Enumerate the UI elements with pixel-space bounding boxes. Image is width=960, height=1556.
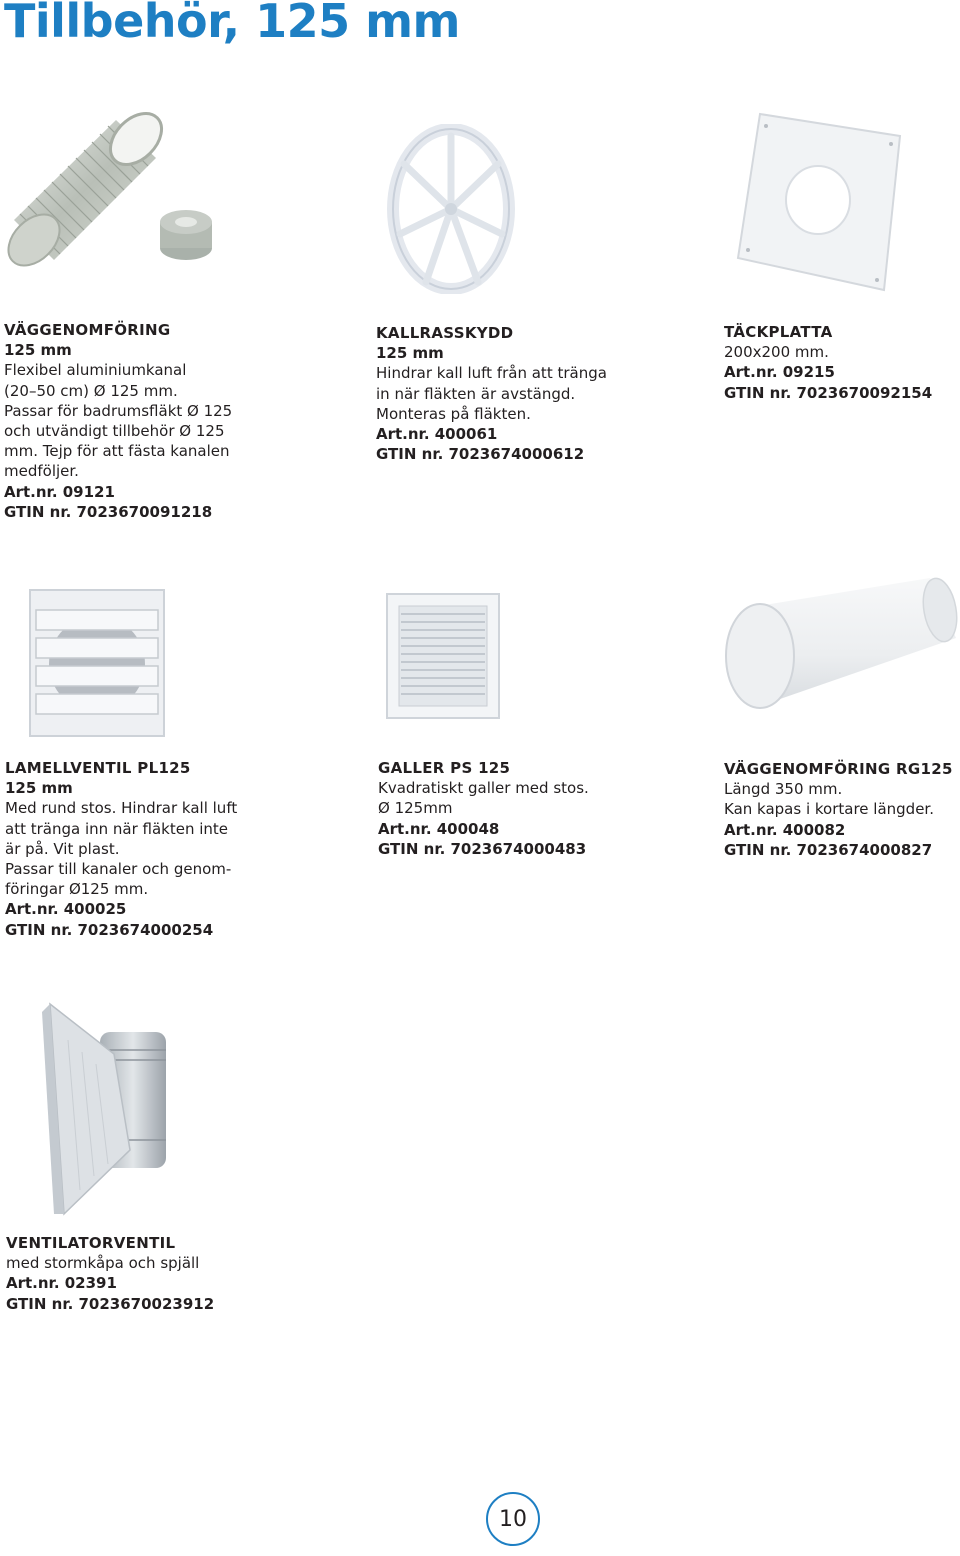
product-name: LAMELLVENTIL PL125 <box>5 759 191 777</box>
product-desc-line: Flexibel aluminiumkanal <box>4 361 187 380</box>
page-number-label: 10 <box>499 1506 527 1532</box>
flexible-duct-icon <box>6 110 220 290</box>
product-gtin: GTIN nr. 7023670023912 <box>6 1294 215 1313</box>
product-desc-line: medföljer. <box>4 462 79 481</box>
product-desc-line: föringar Ø125 mm. <box>5 880 149 899</box>
product-desc-line: Kan kapas i kortare längder. <box>724 800 934 819</box>
storm-hood-vent-icon <box>34 1000 174 1220</box>
product-art-nr: Art.nr. 400025 <box>5 900 127 919</box>
product-vaggenomforing <box>4 320 254 522</box>
product-gtin: GTIN nr. 7023674000612 <box>376 445 585 464</box>
product-gtin: GTIN nr. 7023670091218 <box>4 502 213 521</box>
product-desc-line: in när fläkten är avstängd. <box>376 384 576 403</box>
page-title: Tillbehör, 125 mm <box>4 0 460 48</box>
product-desc-line: med stormkåpa och spjäll <box>6 1254 200 1273</box>
product-desc-line: är på. Vit plast. <box>5 839 120 858</box>
product-art-nr: Art.nr. 400048 <box>378 819 500 838</box>
product-desc-line: och utvändigt tillbehör Ø 125 <box>4 422 225 441</box>
cover-plate-icon <box>734 112 904 292</box>
page-number <box>486 1492 540 1546</box>
product-gtin: GTIN nr. 7023674000254 <box>5 920 214 939</box>
product-desc-line: att tränga inn när fläkten inte <box>5 819 229 838</box>
product-name: GALLER PS 125 <box>378 759 511 777</box>
product-desc-line: Längd 350 mm. <box>724 780 843 799</box>
product-gtin: GTIN nr. 7023674000827 <box>724 840 933 859</box>
product-gtin: GTIN nr. 7023674000483 <box>378 839 587 858</box>
product-desc-line: Kvadratiskt galler med stos. <box>378 779 589 798</box>
product-ventilatorventil <box>6 1233 256 1314</box>
louvre-vent-icon <box>28 588 168 740</box>
product-art-nr: Art.nr. 09215 <box>724 363 835 382</box>
product-desc-line: mm. Tejp för att fästa kanalen <box>4 442 230 461</box>
product-vaggenomforing-rg125 <box>724 759 960 860</box>
product-desc-line: Ø 125mm <box>378 799 453 818</box>
product-art-nr: Art.nr. 02391 <box>6 1274 117 1293</box>
product-desc-line: Med rund stos. Hindrar kall luft <box>5 799 238 818</box>
product-art-nr: Art.nr. 09121 <box>4 482 115 501</box>
product-lamellventil <box>5 758 255 940</box>
product-desc-line: 200x200 mm. <box>724 343 829 362</box>
product-name: TÄCKPLATTA <box>724 323 833 341</box>
product-art-nr: Art.nr. 400082 <box>724 820 846 839</box>
product-name: VENTILATORVENTIL <box>6 1234 176 1252</box>
product-tackplatta <box>724 322 960 403</box>
product-name: VÄGGENOMFÖRING RG125 <box>724 760 953 778</box>
product-name: KALLRASSKYDD <box>376 324 514 342</box>
product-desc-line: Passar för badrumsfläkt Ø 125 <box>4 401 233 420</box>
product-desc-line: (20–50 cm) Ø 125 mm. <box>4 381 178 400</box>
product-size: 125 mm <box>4 341 72 360</box>
product-kallrasskydd <box>376 323 626 464</box>
product-gtin: GTIN nr. 7023670092154 <box>724 383 933 402</box>
product-desc-line: Passar till kanaler och genom- <box>5 860 232 879</box>
product-desc-line: Monteras på fläkten. <box>376 404 531 423</box>
backdraft-shutter-icon <box>386 124 516 294</box>
product-size: 125 mm <box>376 344 444 363</box>
product-desc-line: Hindrar kall luft från att tränga <box>376 364 607 383</box>
product-size: 125 mm <box>5 779 73 798</box>
square-grille-icon <box>385 592 503 722</box>
wall-pipe-icon <box>720 576 960 710</box>
product-galler <box>378 758 628 859</box>
product-art-nr: Art.nr. 400061 <box>376 425 498 444</box>
product-name: VÄGGENOMFÖRING <box>4 321 171 339</box>
